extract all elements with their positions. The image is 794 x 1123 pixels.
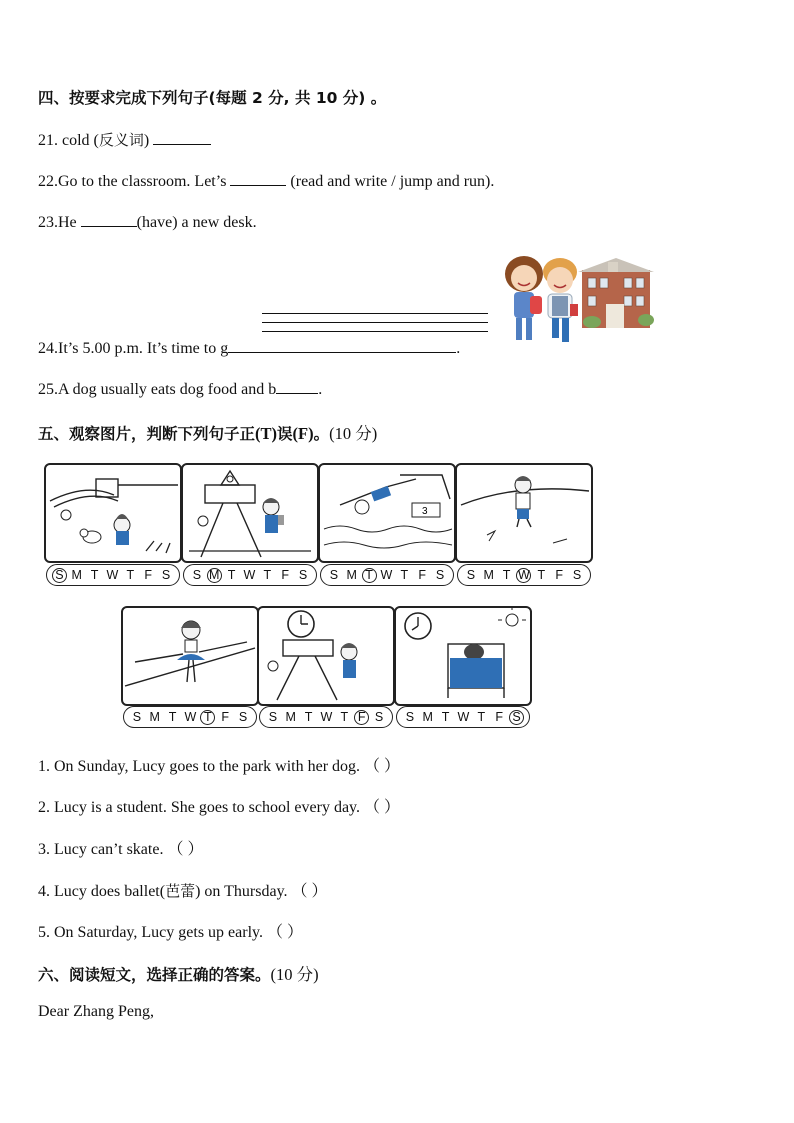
q24-text: 24.It’s 5.00 p.m. It’s time to g: [38, 340, 229, 357]
panel-swimming: [318, 463, 456, 563]
day-letter: F: [555, 568, 563, 582]
day-letter: T: [263, 568, 272, 582]
answer-parentheses[interactable]: （ ）: [291, 883, 328, 900]
panel-school-clock: [257, 606, 395, 706]
section5-true-mark: (T): [255, 424, 278, 443]
day-letter: T: [168, 710, 177, 724]
q22-blank[interactable]: [230, 171, 286, 186]
statement-text: 3. Lucy can’t skate.: [38, 841, 164, 858]
day-letter: S: [132, 710, 142, 724]
day-letter: S: [161, 568, 171, 582]
section5-mid-zh: 误: [277, 425, 293, 443]
day-letter: S: [572, 568, 582, 582]
question-23: [38, 212, 257, 232]
day-letter: T: [502, 568, 511, 582]
statement-zh: 芭蕾: [165, 882, 196, 900]
q21-suffix: ): [143, 132, 150, 149]
weekday-strip: [396, 706, 530, 728]
q21-prefix: 21. cold (: [38, 132, 99, 149]
statement-text-end: ) on Thursday.: [195, 883, 288, 900]
day-letter: M: [483, 568, 494, 582]
q23-prefix: 23.He: [38, 214, 77, 231]
q23-blank[interactable]: [81, 212, 137, 227]
day-letter: T: [126, 568, 135, 582]
section6-heading: [38, 961, 319, 985]
day-letter: S: [374, 710, 384, 724]
statement-text: 1. On Sunday, Lucy goes to the park with her dog.: [38, 758, 361, 775]
day-letter: W: [518, 567, 530, 582]
q21-blank[interactable]: [153, 130, 211, 145]
weekday-strip: [123, 706, 257, 728]
day-letter: T: [537, 568, 546, 582]
section5-heading: [38, 420, 377, 444]
day-letter: T: [477, 710, 486, 724]
section5-heading-zh: 五、观察图片，判断下列句子正: [38, 425, 256, 443]
day-letter: W: [106, 568, 119, 582]
q24-end: .: [456, 340, 461, 357]
day-letter: M: [422, 710, 433, 724]
panel-school: [181, 463, 319, 563]
day-letter: T: [90, 568, 99, 582]
section6-score: (10 分): [270, 965, 319, 984]
weekday-strip: [320, 564, 454, 586]
weekday-strip: [259, 706, 393, 728]
panel-park: [44, 463, 182, 563]
day-letter: M: [71, 568, 82, 582]
tf-statement-2: [38, 794, 400, 817]
day-letter: W: [320, 710, 333, 724]
section4-heading: [38, 86, 386, 108]
statement-text: 4. Lucy does ballet(: [38, 883, 166, 900]
section5-score: (10 分): [329, 424, 378, 443]
day-letter: M: [149, 710, 160, 724]
day-letter: T: [340, 710, 349, 724]
day-letter: S: [238, 710, 248, 724]
q24-writing-line[interactable]: [262, 322, 488, 323]
day-letter: W: [243, 568, 256, 582]
day-letter: S: [298, 568, 308, 582]
day-letter: M: [207, 568, 222, 583]
day-letter: S: [435, 568, 445, 582]
day-letter: T: [227, 568, 236, 582]
day-letter: S: [466, 568, 476, 582]
q23-suffix: (have) a new desk.: [136, 214, 257, 231]
question-22: [38, 171, 494, 191]
q22-options: (read and write / jump and run).: [290, 173, 495, 190]
day-letter: F: [221, 710, 229, 724]
day-letter: T: [400, 568, 409, 582]
q24-blank[interactable]: [228, 338, 456, 353]
day-letter: F: [281, 568, 289, 582]
panel-ballet: [121, 606, 259, 706]
tf-statement-1: [38, 753, 400, 776]
q24-writing-line[interactable]: [262, 313, 488, 314]
greeting-text: Dear Zhang Peng,: [38, 1003, 154, 1020]
day-letter: T: [304, 710, 313, 724]
day-letter: T: [362, 568, 377, 583]
q21-zh: 反义词: [98, 131, 144, 149]
question-24: [38, 338, 460, 358]
day-letter: W: [457, 710, 470, 724]
day-letter: S: [329, 568, 339, 582]
day-letter: F: [495, 710, 503, 724]
day-letter: T: [200, 710, 215, 725]
day-letter: S: [268, 710, 278, 724]
day-letter: S: [192, 568, 202, 582]
panel-sleeping: [394, 606, 532, 706]
tf-statement-3: [38, 836, 203, 859]
tf-statement-5: [38, 919, 303, 942]
weekday-strip: [183, 564, 317, 586]
section4-heading-text: 四、按要求完成下列句子(每题 2 分, 共 10 分) 。: [38, 89, 387, 107]
q25-end: .: [318, 381, 323, 398]
svg-text:3: 3: [422, 506, 428, 517]
answer-parentheses[interactable]: （ ）: [364, 799, 401, 816]
day-letter: F: [144, 568, 152, 582]
letter-greeting: [38, 1003, 154, 1021]
q22-prefix: 22.Go to the classroom. Let’s: [38, 173, 227, 190]
answer-parentheses[interactable]: （ ）: [266, 924, 303, 941]
q24-writing-line[interactable]: [262, 331, 488, 332]
day-letter: S: [52, 568, 67, 583]
q25-text: 25.A dog usually eats dog food and b: [38, 381, 277, 398]
section5-end-zh: 。: [313, 425, 330, 443]
panel-skating: [455, 463, 593, 563]
weekday-strip: [46, 564, 180, 586]
answer-parentheses[interactable]: （ ）: [364, 758, 401, 775]
statement-text: 2. Lucy is a student. She goes to school every day.: [38, 799, 361, 816]
day-letter: M: [285, 710, 296, 724]
answer-parentheses[interactable]: （ ）: [167, 841, 204, 858]
question-25: [38, 379, 322, 399]
day-letter: W: [184, 710, 197, 724]
day-letter: F: [418, 568, 426, 582]
weekday-strip: [457, 564, 591, 586]
day-letter: S: [509, 710, 524, 725]
question-21: [38, 129, 211, 150]
day-letter: S: [405, 710, 415, 724]
kids-going-to-school-illustration: [496, 252, 656, 352]
day-letter: W: [380, 568, 393, 582]
day-letter: M: [346, 568, 357, 582]
tf-statement-4: [38, 878, 328, 901]
day-letter: T: [441, 710, 450, 724]
section5-false-mark: (F): [292, 424, 314, 443]
q25-blank[interactable]: [276, 379, 318, 394]
day-letter: F: [354, 710, 369, 725]
statement-text: 5. On Saturday, Lucy gets up early.: [38, 924, 263, 941]
section6-heading-zh: 六、阅读短文，选择正确的答案。: [38, 966, 271, 984]
